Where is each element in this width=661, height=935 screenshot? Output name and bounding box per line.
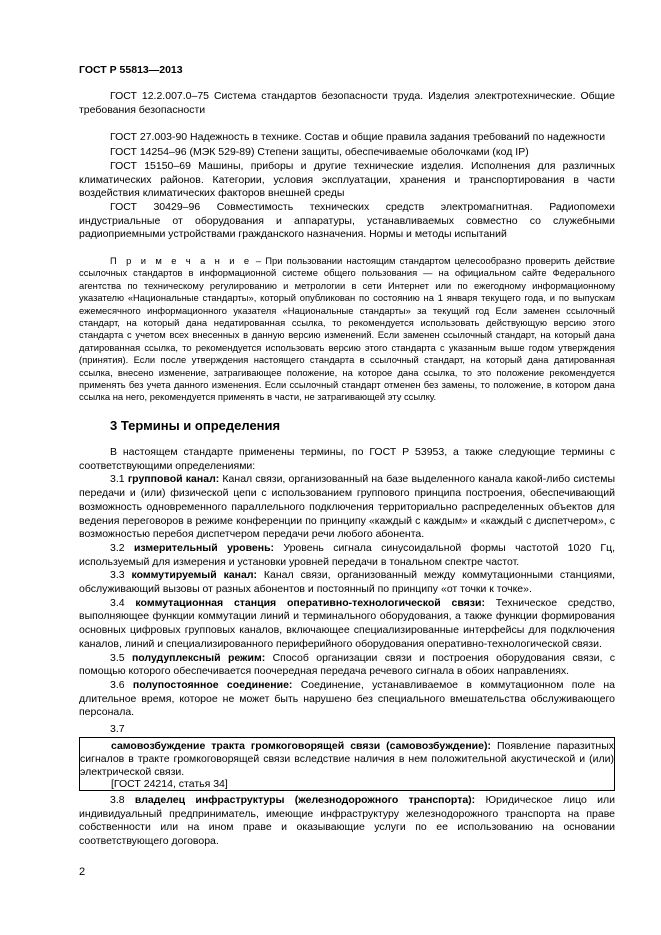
note-label: П р и м е ч а н и е <box>110 255 252 266</box>
term-name: владелец инфраструктуры (железнодорожного транспорта): <box>134 794 476 806</box>
term-entry: 3.5 полудуплексный режим: Способ организации связи и построения оборудования связи, с помощью которого обеспечивается поочередная передача речевого сигнала в обоих направлениях. <box>79 651 615 678</box>
note-text: – При пользовании настоящим стандартом целесообразно проверить действие ссылочных стандартов в информационной системе общего пользования — на официальном сайте Федерального агентства по техническому регулированию и метрологии в сети Интернет или по ежегодному информационному указателю «Национальные стандарты», который опубликован по состоянию на 1 января текущего года, и по выпускам ежемесячного информационного указателя «Национальные стандарты» за текущий год Если заменен ссылочный стандарт, на который дана недатированная ссылка, то рекомендуется использовать действующую версию этого стандарта с учетом всех внесенных в данную версию изменений. Если заменен ссылочный стандарт, на который дана датированная ссылка, то рекомендуется использовать версию этого стандарта с указанным выше годом утверждения (принятия). Если после утверждения настоящего стандарта в ссылочный стандарт, на который дана датированная ссылка, внесено изменение, затрагивающее положение, на которое дана ссылка, то это положение рекомендуется применять без учета данного изменения. Если ссылочный стандарт отменен без замены, то положение, в котором дана ссылка на него, рекомендуется применять в части, не затрагивающей эту ссылку. <box>79 255 615 403</box>
reference-item: ГОСТ 12.2.007.0–75 Система стандартов безопасности труда. Изделия электротехнические. Общие требования безопасности <box>79 90 615 116</box>
terms-list-continued <box>79 794 615 849</box>
term-name: полупостоянное соединение: <box>132 678 293 691</box>
note-block <box>79 255 615 404</box>
section-title: 3 Термины и определения <box>110 418 281 433</box>
document-code-header: ГОСТ Р 55813—2013 <box>79 64 183 76</box>
term-entry: 3.2 измерительный уровень: Уровень сигнала синусоидальной формы частотой 1020 Гц, используемый для измерения и установки уровней передачи в тональном спектре частот. <box>79 541 616 568</box>
term-entry: 3.8 владелец инфраструктуры (железнодорожного транспорта): Юридическое лицо или индивидуальный предприниматель, имеющие инфраструктуру железнодорожного транспорта на праве собственности или на ином праве и оказывающие услуги по ее использованию на основании соответствующего договора. <box>79 794 615 848</box>
term-entry: 3.4 коммутационная станция оперативно-технологической связи: Техническое средство, выполняющее функции коммутации линий и терминального оборудования, а также функции формирования основных цифровых групповых каналов, включающее специализированные интерфейсы для подключения каналов, линий и специализированного периферийного оборудования оперативно-технологической связи. <box>79 596 616 650</box>
term-name: полудуплексный режим: <box>131 651 266 664</box>
term-entry: самовозбуждение тракта громкоговорящей связи (самовозбуждение): Появление паразитных сигналов в тракте громкоговорящей связи вследствие наличия в нем положительной акустической и (или) электрической связи. <box>80 740 614 778</box>
section-intro: В настоящем стандарте применены термины, по ГОСТ Р 53953, а также следующие термины с соответствующими определениями: <box>79 446 615 472</box>
page-number: 2 <box>79 866 86 878</box>
term-number: 3.7 <box>110 723 125 735</box>
term-entry: 3.1 групповой канал: Канал связи, организованный на базе выделенного канала какой-либо системы передачи и (или) физической цепи с использованием группового принципа построения, обеспечивающий возможность одновременного параллельного подключения территориально распределенных объектов для ведения переговоров в режиме конференции по принципу «каждый с каждым» и «каждый с диспетчером», с возможностью перебоя диспетчером передачи речи любого абонента. <box>79 473 616 541</box>
term-name: самовозбуждение тракта громкоговорящей связи (самовозбуждение): <box>111 740 491 752</box>
term-entry: 3.6 полупостоянное соединение: Соединение, устанавливаемое в коммутационном поле на длительное время, которое не может быть нарушено без специального вмешательства обслуживающего персонала. <box>79 678 615 719</box>
normative-references <box>79 90 615 242</box>
reference-item: ГОСТ 30429–96 Совместимость технических средств электромагнитная. Радиопомехи индустриальные от оборудования и аппаратуры, устанавливаемых совместно со служебными радиоприемными устройствами гражданского назначения. Нормы и методы испытаний <box>79 200 615 241</box>
term-entry: 3.3 коммутируемый канал: Канал связи, организованный между коммутационными станциями, обслуживающий вызовы от разных абонентов и постоянный по принципу «от точки к точке». <box>79 569 615 596</box>
terms-list <box>79 446 615 720</box>
term-name: измерительный уровень: <box>133 541 275 554</box>
term-source: [ГОСТ 24214, статья 34] <box>111 778 228 791</box>
reference-item: ГОСТ 14254–96 (МЭК 529-89) Степени защиты, обеспечиваемые оболочками (код IP) <box>110 146 529 159</box>
reference-item: ГОСТ 27.003-90 Надежность в технике. Состав и общие правила задания требований по надежности <box>110 131 606 144</box>
term-name: коммутируемый канал: <box>131 569 258 582</box>
term-name: групповой канал: <box>127 473 220 486</box>
term-name: коммутационная станция оперативно-технологической связи: <box>135 596 485 609</box>
quoted-term-box <box>79 737 615 791</box>
reference-item: ГОСТ 15150–69 Машины, приборы и другие технические изделия. Исполнения для различных климатических районов. Категории, условия эксплуатации, хранения и транспортирования в части воздействия климатических факторов внешней среды <box>79 159 615 200</box>
